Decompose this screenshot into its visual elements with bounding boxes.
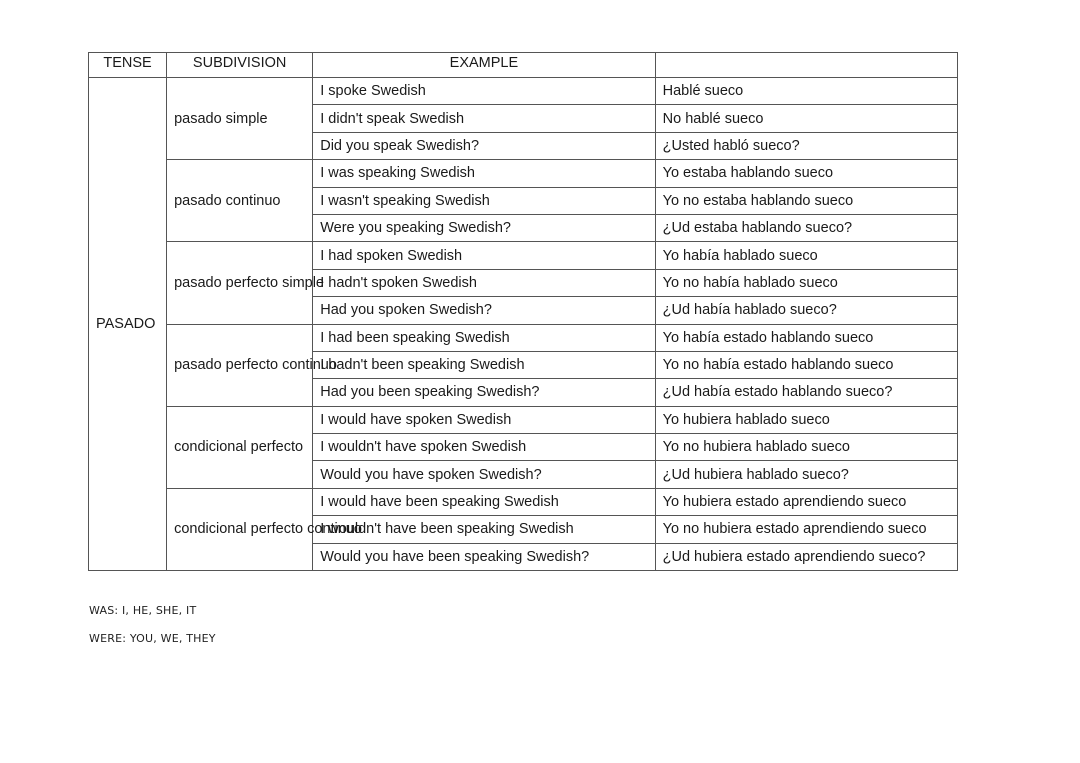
spanish-translation: ¿Ud había hablado sueco? (655, 297, 957, 324)
english-example: Would you have been speaking Swedish? (313, 543, 655, 570)
english-example: I wouldn't have been speaking Swedish (313, 516, 655, 543)
spanish-translation: ¿Ud estaba hablando sueco? (655, 214, 957, 241)
english-example: Had you spoken Swedish? (313, 297, 655, 324)
spanish-translation: Yo no hubiera hablado sueco (655, 434, 957, 461)
english-example: I would have been speaking Swedish (313, 488, 655, 515)
spanish-translation: Yo hubiera estado aprendiendo sueco (655, 488, 957, 515)
subdivision-cell: condicional perfecto (167, 406, 313, 488)
table-row (89, 160, 958, 187)
header-example: EXAMPLE (313, 53, 655, 78)
spanish-translation: ¿Ud había estado hablando sueco? (655, 379, 957, 406)
table-row (89, 324, 958, 351)
spanish-translation: ¿Usted habló sueco? (655, 132, 957, 159)
spanish-translation: Hablé sueco (655, 78, 957, 105)
english-example: I didn't speak Swedish (313, 105, 655, 132)
spanish-translation: Yo no estaba hablando sueco (655, 187, 957, 214)
english-example: I hadn't been speaking Swedish (313, 351, 655, 378)
english-example: Had you been speaking Swedish? (313, 379, 655, 406)
english-example: I wasn't speaking Swedish (313, 187, 655, 214)
english-example: I would have spoken Swedish (313, 406, 655, 433)
spanish-translation: Yo había hablado sueco (655, 242, 957, 269)
spanish-translation: Yo estaba hablando sueco (655, 160, 957, 187)
header-row (89, 53, 958, 78)
spanish-translation: No hablé sueco (655, 105, 957, 132)
english-example: I wouldn't have spoken Swedish (313, 434, 655, 461)
spanish-translation: Yo no había hablado sueco (655, 269, 957, 296)
spanish-translation: Yo no hubiera estado aprendiendo sueco (655, 516, 957, 543)
english-example: Were you speaking Swedish? (313, 214, 655, 241)
english-example: I had spoken Swedish (313, 242, 655, 269)
note-were: WERE: YOU, WE, THEY (89, 632, 216, 645)
header-subdivision: SUBDIVISION (167, 53, 313, 78)
subdivision-cell: pasado perfecto simple (167, 242, 313, 324)
spanish-translation: Yo no había estado hablando sueco (655, 351, 957, 378)
english-example: I had been speaking Swedish (313, 324, 655, 351)
english-example: Did you speak Swedish? (313, 132, 655, 159)
english-example: Would you have spoken Swedish? (313, 461, 655, 488)
header-tense: TENSE (89, 53, 167, 78)
spanish-translation: ¿Ud hubiera estado aprendiendo sueco? (655, 543, 957, 570)
header-translation (655, 53, 957, 78)
tense-cell: PASADO (89, 78, 167, 571)
note-was: WAS: I, HE, SHE, IT (89, 604, 197, 617)
subdivision-cell: pasado continuo (167, 160, 313, 242)
subdivision-cell: pasado perfecto continuo (167, 324, 313, 406)
subdivision-cell: condicional perfecto continuo (167, 488, 313, 570)
grammar-table (88, 52, 958, 571)
table-row (89, 488, 958, 515)
spanish-translation: Yo hubiera hablado sueco (655, 406, 957, 433)
subdivision-cell: pasado simple (167, 78, 313, 160)
spanish-translation: ¿Ud hubiera hablado sueco? (655, 461, 957, 488)
table-row (89, 242, 958, 269)
table-row (89, 406, 958, 433)
table-row (89, 78, 958, 105)
english-example: I was speaking Swedish (313, 160, 655, 187)
spanish-translation: Yo había estado hablando sueco (655, 324, 957, 351)
english-example: I spoke Swedish (313, 78, 655, 105)
english-example: I hadn't spoken Swedish (313, 269, 655, 296)
